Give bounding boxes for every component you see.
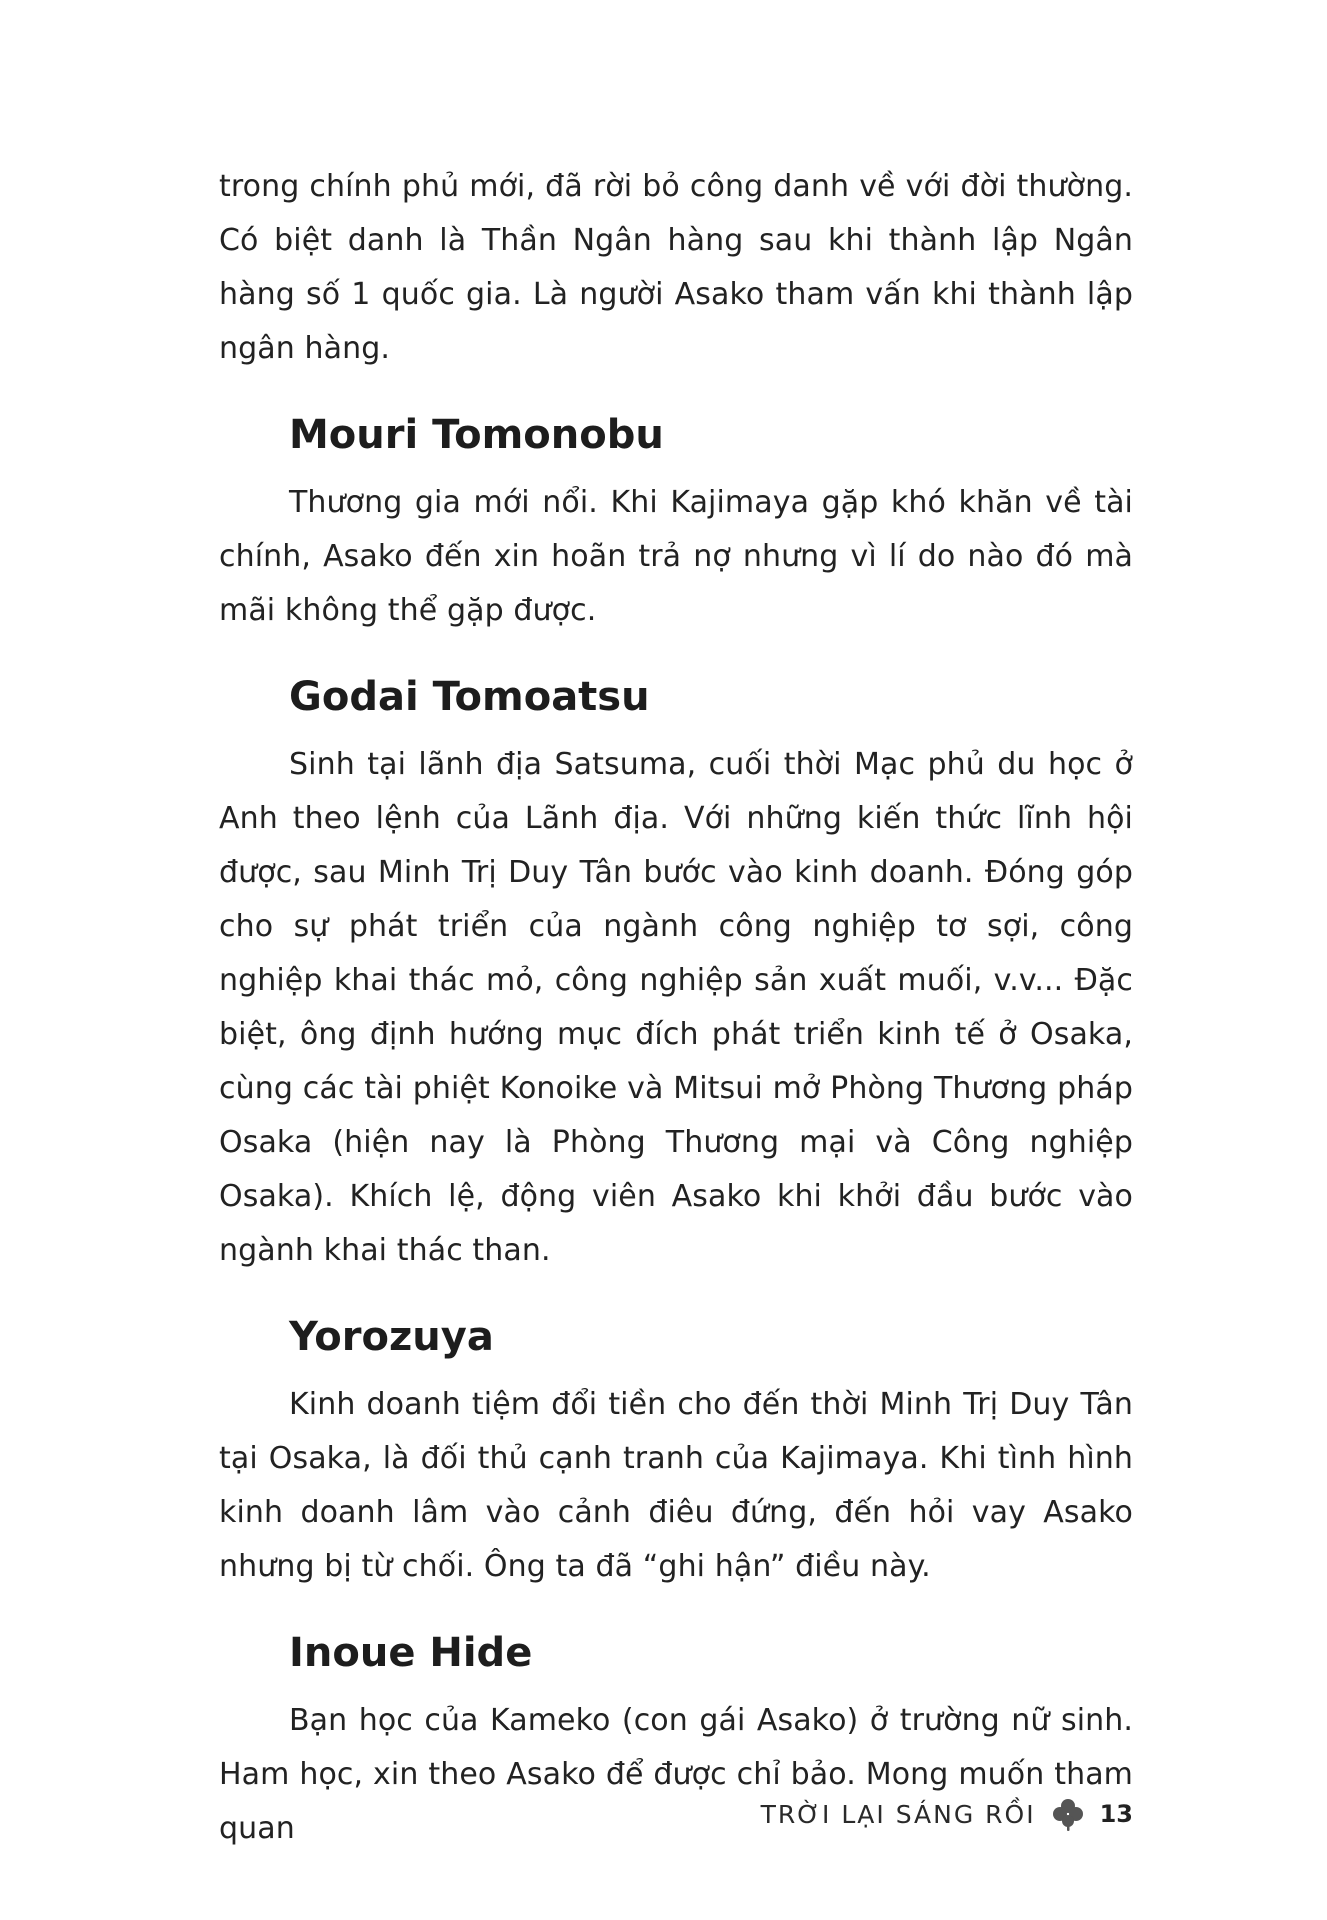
clover-icon [1050,1796,1086,1832]
page-body [219,160,1133,1856]
entry-heading: Inoue Hide [289,1630,533,1676]
entry-paragraph: Sinh tại lãnh địa Satsuma, cuối thời Mạc phủ du học ở Anh theo lệnh của Lãnh địa. Với những kiến thức lĩnh hội được, sau Minh Trị Duy Tân bước vào kinh doanh. Đóng góp cho sự phát triển của ngành công nghiệp tơ sợi, công nghiệp khai thác mỏ, công nghiệp sản xuất muối, v.v... Đặc biệt, ông định hướng mục đích phát triển kinh tế ở Osaka, cùng các tài phiệt Konoike và Mitsui mở Phòng Thương pháp Osaka (hiện nay là Phòng Thương mại và Công nghiệp Osaka). Khích lệ, động viên Asako khi khởi đầu bước vào ngành khai thác than. [219,747,1133,1268]
entry-heading: Godai Tomoatsu [289,674,650,720]
page-footer [761,1792,1133,1836]
entry-heading: Mouri Tomonobu [289,412,664,458]
entry-paragraph: Thương gia mới nổi. Khi Kajimaya gặp khó khăn về tài chính, Asako đến xin hoãn trả nợ nhưng vì lí do nào đó mà mãi không thể gặp được. [219,485,1133,628]
running-title: TRỜI LẠI SÁNG RỒI [760,1799,1036,1829]
page-number: 13 [1099,1800,1133,1828]
entry-paragraph: Kinh doanh tiệm đổi tiền cho đến thời Minh Trị Duy Tân tại Osaka, là đối thủ cạnh tranh của Kajimaya. Khi tình hình kinh doanh lâm vào cảnh điêu đứng, đến hỏi vay Asako nhưng bị từ chối. Ông ta đã “ghi hận” điều này. [219,1387,1133,1584]
entry-heading: Yorozuya [289,1314,494,1360]
entry-paragraph: Bạn học của Kameko (con gái Asako) ở trường nữ sinh. Ham học, xin theo Asako để được chỉ bảo. Mong muốn tham quan [219,1703,1133,1846]
paragraph-continuation: trong chính phủ mới, đã rời bỏ công danh về với đời thường. Có biệt danh là Thần Ngân hàng sau khi thành lập Ngân hàng số 1 quốc gia. Là người Asako tham vấn khi thành lập ngân hàng. [219,169,1133,366]
